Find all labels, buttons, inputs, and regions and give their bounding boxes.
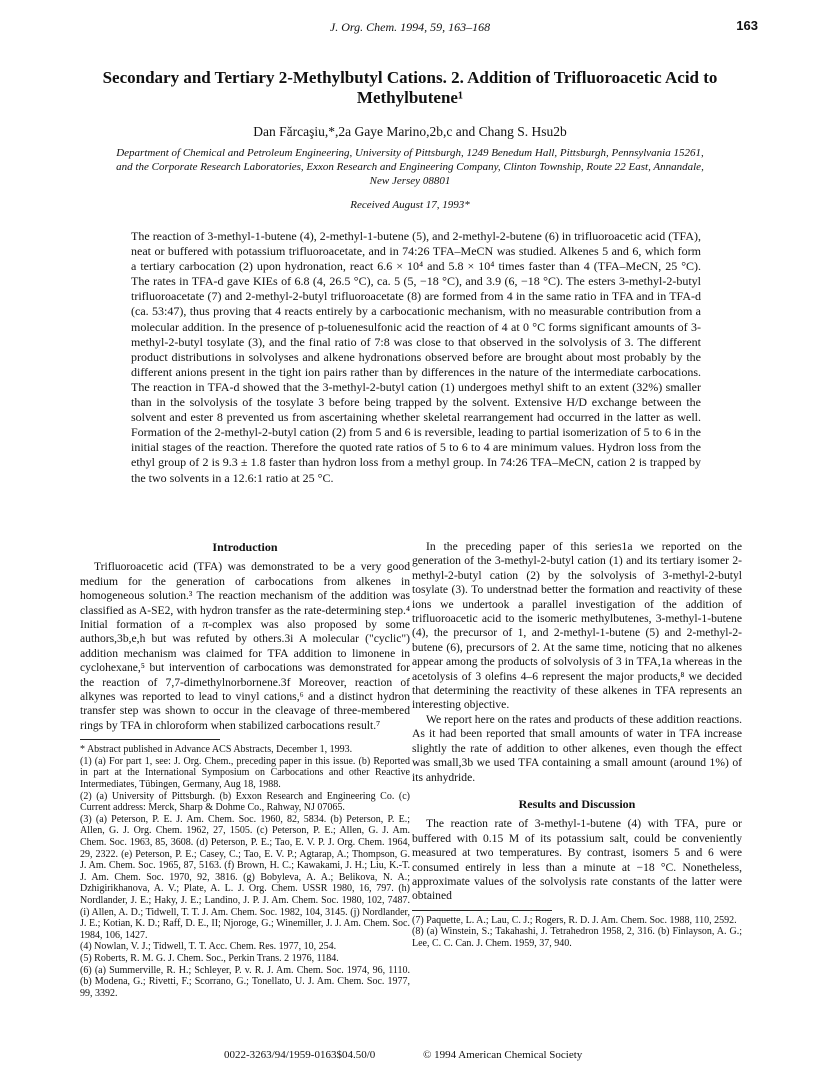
body-paragraph: In the preceding paper of this series1a we reported on the generation of the 3-methyl-2-butyl cation (1) and its tertiary isomer 2-methyl-2-butyl cation (2) by the solvolysis of 3-methyl-2-butyl tosylate (3). To understnad better the formation and reactivity of these ions we undertook a parallel investigation of the addition of trifluoroacetic acid to the isomeric methylbutenes, 3-methyl-1-butene (4), the precursor of 1, and 2-methyl-1-butene (5) and 2-methyl-2-butene (6), precursors of 2. At the same time, noticing that no alkenes appear among the products of solvolysis of 3 in TFA,1a whereas in the acetolysis of 3 olefins 4–6 represent the major products,⁸ we decided that determining the reactivity of these alkenes in TFA represents an interesting objective. <box>412 540 742 712</box>
copyright-line: © 1994 American Chemical Society <box>423 1049 583 1061</box>
affiliation: Department of Chemical and Petroleum Engineering, University of Pittsburgh, 1249 Benedum Hall, Pittsburgh, Pennsylvania 15261, and the Corporate Research Laboratories, Exxon Research and Engineering Company, Clinton Township, Route 22 East, Annandale, New Jersey 08801 <box>116 147 704 187</box>
author-list: Dan Fărcaşiu,*,2a Gaye Marino,2b,c and Chang S. Hsu2b <box>253 124 567 139</box>
footnote: (8) (a) Winstein, S.; Takahashi, J. Tetrahedron 1958, 2, 316. (b) Finlayson, A. G.; Lee, C. C. Can. J. Chem. 1959, 37, 940. <box>412 926 742 949</box>
footnote: (7) Paquette, L. A.; Lau, C. J.; Rogers, R. D. J. Am. Chem. Soc. 1988, 110, 2592. <box>412 914 737 926</box>
abstract: The reaction of 3-methyl-1-butene (4), 2-methyl-1-butene (5), and 2-methyl-2-butene (6) in trifluoroacetic acid (TFA), neat or buffered with potassium trifluoroacetate, and in 74:26 TFA–MeCN was studied. Alkenes 5 and 6, which form a tertiary carbocation (2) upon hydronation, react 6.6 × 10⁴ and 5.8 × 10⁴ times faster than 4 (TFA–MeCN, 25 °C). The rates in TFA-d gave KIEs of 6.8 (4, 26.5 °C), ca. 5 (5, −18 °C), and 3.9 (6, −18 °C). The esters 3-methyl-2-butyl trifluoroacetate (7) and 2-methyl-2-butyl trifluoroacetate (8) are formed from 4 in the same ratio in TFA and in TFA-d (ca. 53:47), thus proving that 4 reacts entirely by a carbocationic mechanism, with no measurable contribution from a molecular addition. In the presence of p-toluenesulfonic acid the reaction of 4 at 0 °C forms significant amounts of 3-methyl-2-butyl tosylate (3), and the final ratio of 7:8 was close to that observed in the solvolysis of 3. The different product distributions in solvolyses and alkene hydronations observed before are brought about most probably by the different anions present in the tight ion pairs rather than by differences in the nature of the intermediate carbocations. The reaction in TFA-d showed that the 3-methyl-2-butyl cation (1) undergoes methyl shift to an extent (32%) smaller than in the solvolysis of the tosylate 3 before being trapped by the solvent. Extensive H/D exchange between the solvent and ester 8 prevented us from ascertaining whether skeletal rearrangement had occurred in the latter as well. Formation of the 2-methyl-2-butyl cation (2) from 5 and 6 is reversible, leading to partial isomerization of 5 to 6 in the initial stages of the reaction. Therefore the quoted rate ratios of 5 to 6 to 4 are minimum values. Hydron loss from the ethyl group of 2 is 9.3 ± 1.8 faster than hydron loss from a methyl group. In 74:26 TFA–MeCN, cation 2 is trapped by the two solvents in a 12.6:1 ratio at 25 °C. <box>131 229 701 485</box>
introduction-heading: Introduction <box>212 540 278 554</box>
running-head: J. Org. Chem. 1994, 59, 163–168 <box>329 20 491 34</box>
footnote: * Abstract published in Advance ACS Abstracts, December 1, 1993. <box>80 744 353 756</box>
page-number: 163 <box>736 18 758 33</box>
footnote-divider <box>412 910 552 911</box>
body-paragraph: We report here on the rates and products of these addition reactions. As it had been reported that small amounts of water in TFA increase slightly the rate of addition to other alkenes, even though the effect was small,3b we used TFA containing a small amount (around 1%) of its anhydride. <box>412 712 742 784</box>
footnote: (3) (a) Peterson, P. E. J. Am. Chem. Soc. 1960, 82, 5834. (b) Peterson, P. E.; Allen, G. J. Org. Chem. 1962, 27, 1505. (c) Peterson, P. E.; Allen, G. J. Am. Chem. Soc. 1963, 85, 3608. (d) Peterson, P. E.; Tao, E. V. P. J. Org. Chem. 1964, 29, 2322. (e) Peterson, P. E.; Casey, C.; Tao, E. V. P.; Agtarap, A.; Thompson, G. J. Am. Chem. Soc. 1965, 87, 5163. (f) Brown, H. C.; Kawakami, J. H.; Liu, K.-T. J. Am. Chem. Soc. 1970, 92, 3816. (g) Bobyleva, A. A.; Belikova, N. A.; Dzhigirikhanova, A. V.; Plate, A. L. J. Org. Chem. USSR 1980, 16, 797. (h) Nordlander, J. E.; Haky, J. E.; Landino, J. P. J. Am. Chem. Soc. 1980, 102, 7487. (i) Allen, A. D.; Tidwell, T. T. J. Am. Chem. Soc. 1982, 104, 3145. (j) Nordlander, J. E.; Kotian, K. D.; Raff, D. E., II; Njoroge, G.; Winemiller, J. J. Am. Chem. Soc. 1984, 106, 1427. <box>80 813 410 941</box>
left-column <box>80 540 410 999</box>
received-date: Received August 17, 1993* <box>350 199 470 211</box>
footnote: (5) Roberts, R. M. G. J. Chem. Soc., Perkin Trans. 2 1976, 1184. <box>80 952 339 964</box>
results-heading: Results and Discussion <box>518 796 636 811</box>
issn-line: 0022-3263/94/1959-0163$04.50/0 <box>224 1049 376 1061</box>
footnote: (4) Nowlan, V. J.; Tidwell, T. T. Acc. Chem. Res. 1977, 10, 254. <box>80 941 337 953</box>
footnote: (2) (a) University of Pittsburgh. (b) Exxon Research and Engineering Co. (c) Current address: Merck, Sharp & Dohme Co., Rahway, NJ 07065. <box>80 790 410 814</box>
body-paragraph: The reaction rate of 3-methyl-1-butene (4) with TFA, pure or buffered with 0.15 M of its potassium salt, could be conveniently measured at two temperatures. By contrast, isomers 5 and 6 were consumed entirely in less than a minute at −18 °C. Nonetheless, approximate values of the solvolysis rate constants of the latter were obtained <box>412 817 742 903</box>
footnote: (1) (a) For part 1, see: J. Org. Chem., preceding paper in this issue. (b) Reported in part at the International Symposium on Carbocations and other Reactive Intermediates, Tübingen, Germany, Aug 18, 1988. <box>80 755 410 791</box>
article-title: Secondary and Tertiary 2-Methylbutyl Cations. 2. Addition of Trifluoroacetic Acid to Methylbutene¹ <box>102 68 718 107</box>
footnote-divider <box>80 739 220 740</box>
right-column <box>412 540 742 950</box>
footnote: (6) (a) Summerville, R. H.; Schleyer, P. v. R. J. Am. Chem. Soc. 1974, 96, 1110. (b) Modena, G.; Rivetti, F.; Scorrano, G.; Tonellato, U. J. Am. Chem. Soc. 1977, 99, 3392. <box>80 964 410 999</box>
introduction-paragraph: Trifluoroacetic acid (TFA) was demonstrated to be a very good medium for the generation of carbocations from alkenes in homogeneous solution.³ The reaction mechanism of the addition was classified as A-SE2, with hydron transfer as the rate-determining step.⁴ Initial formation of a π-complex was also proposed by some authors,3b,e,h but was refuted by others.3i A molecular ("cyclic") addition mechanism was claimed for TFA addition to limonene in cyclohexane,⁵ but intervention of carbocations was demonstrated for the reaction of 7,7-dimethylnorbornene.3f Moreover, reaction of alkynes was reported to lead to vinyl cations,⁶ and a distinct hydron transfer step was shown to occur in the cleavage of three-membered rings by TFA in chloroform when stabilized carbocations result.⁷ <box>80 560 410 732</box>
